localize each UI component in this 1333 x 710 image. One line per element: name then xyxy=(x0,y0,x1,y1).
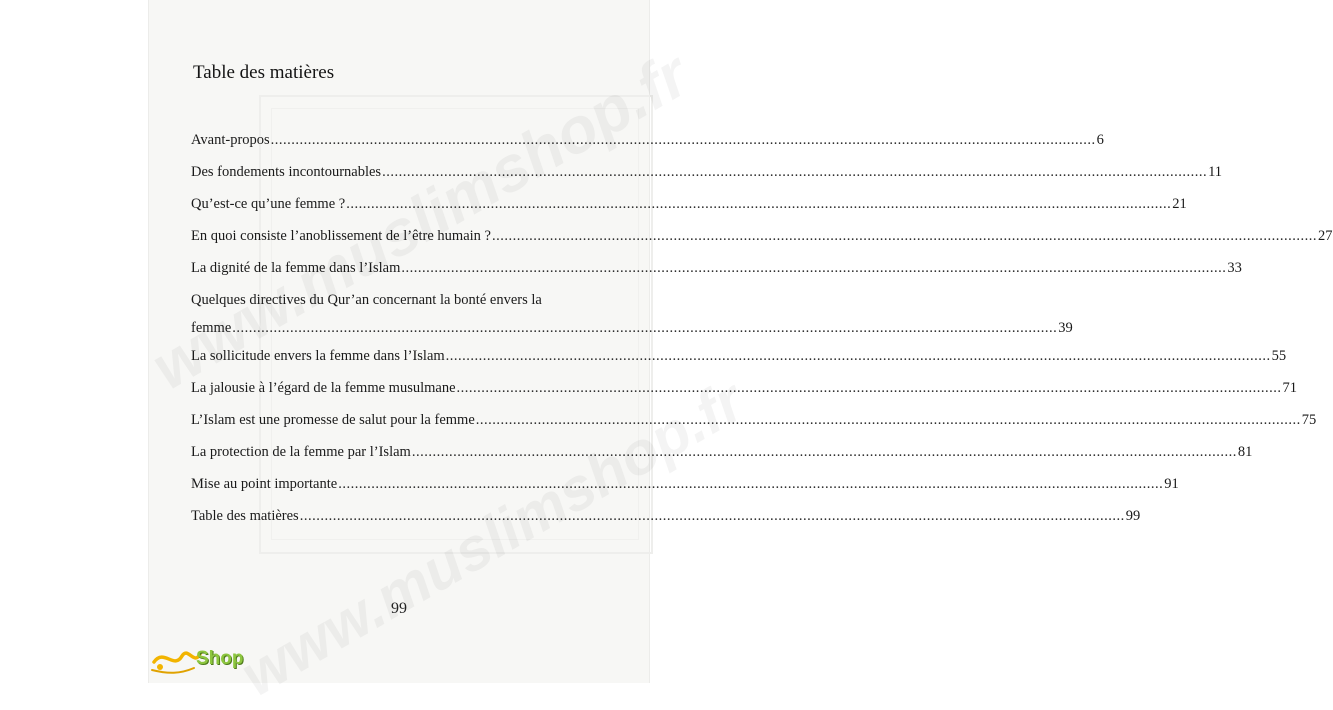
toc-entry-page: 55 xyxy=(1271,348,1287,364)
toc-entry-page: 6 xyxy=(1096,132,1104,148)
page-title: Table des matières xyxy=(193,62,335,83)
toc-entry-page: 71 xyxy=(1282,380,1298,396)
toc-entry xyxy=(191,284,1073,340)
toc-entry-page: 39 xyxy=(1058,320,1073,336)
toc-entry-page: 27 xyxy=(1318,228,1333,244)
toc-entry-page: 81 xyxy=(1237,444,1253,460)
toc-leader-dots: ........................................................................................................................................................................................................ xyxy=(456,380,1282,396)
toc-entry xyxy=(191,252,1242,284)
toc-leader-dots: ........................................................................................................................................................................................................ xyxy=(382,164,1208,180)
toc-entry-label: Table des matières xyxy=(191,508,299,524)
toc-leader-dots: ........................................................................................................................................................................................................ xyxy=(445,348,1271,364)
toc-entry-label: La protection de la femme par l’Islam xyxy=(191,444,411,460)
toc-entry-label: L’Islam est une promesse de salut pour la femme xyxy=(191,412,475,428)
table-of-contents xyxy=(191,124,1333,532)
toc-leader-dots: ........................................................................................................................................................................................................ xyxy=(475,412,1301,428)
toc-entry-label: La dignité de la femme dans l’Islam xyxy=(191,260,401,276)
toc-leader-dots: ........................................................................................................................................................................................................ xyxy=(338,476,1164,492)
toc-entry xyxy=(191,372,1298,404)
toc-entry-page: 21 xyxy=(1172,196,1187,212)
book-page xyxy=(148,0,1333,683)
toc-entry-label: Quelques directives du Qur’an concernant la bonté envers la xyxy=(191,292,542,308)
toc-leader-dots: ........................................................................................................................................................................................................ xyxy=(270,132,1096,148)
toc-leader-dots: ........................................................................................................................................................................................................ xyxy=(346,196,1172,212)
toc-entry-page: 75 xyxy=(1301,412,1317,428)
toc-leader-dots: ........................................................................................................................................................................................................ xyxy=(299,508,1125,524)
toc-leader-dots: ........................................................................................................................................................................................................ xyxy=(232,320,1058,336)
toc-entry xyxy=(191,220,1333,252)
toc-entry xyxy=(191,404,1317,436)
toc-entry xyxy=(191,500,1141,532)
toc-entry-label: Qu’est-ce qu’une femme ? xyxy=(191,196,346,212)
toc-entry-page: 33 xyxy=(1227,260,1242,276)
toc-entry xyxy=(191,468,1179,500)
toc-entry-page: 11 xyxy=(1208,164,1223,180)
toc-entry xyxy=(191,436,1253,468)
toc-entry-label: La jalousie à l’égard de la femme musulmane xyxy=(191,380,456,396)
toc-entry xyxy=(191,188,1187,220)
toc-entry-label: Mise au point importante xyxy=(191,476,338,492)
toc-entry-label: Des fondements incontournables xyxy=(191,164,382,180)
toc-entry xyxy=(191,124,1104,156)
toc-entry xyxy=(191,156,1223,188)
toc-leader-dots: ........................................................................................................................................................................................................ xyxy=(401,260,1227,276)
toc-entry-page: 91 xyxy=(1164,476,1179,492)
toc-entry xyxy=(191,340,1287,372)
toc-leader-dots: ........................................................................................................................................................................................................ xyxy=(492,228,1317,244)
toc-entry-label: En quoi consiste l’anoblissement de l’être humain ? xyxy=(191,228,491,244)
brand-logo-text: Shop xyxy=(196,648,244,669)
toc-entry-label: Avant-propos xyxy=(191,132,270,148)
page-number: 99 xyxy=(391,600,407,617)
toc-entry-label: La sollicitude envers la femme dans l’Islam xyxy=(191,348,445,364)
toc-entry-label-continued: femme xyxy=(191,320,232,336)
toc-entry-page: 99 xyxy=(1125,508,1141,524)
toc-leader-dots: ........................................................................................................................................................................................................ xyxy=(411,444,1237,460)
